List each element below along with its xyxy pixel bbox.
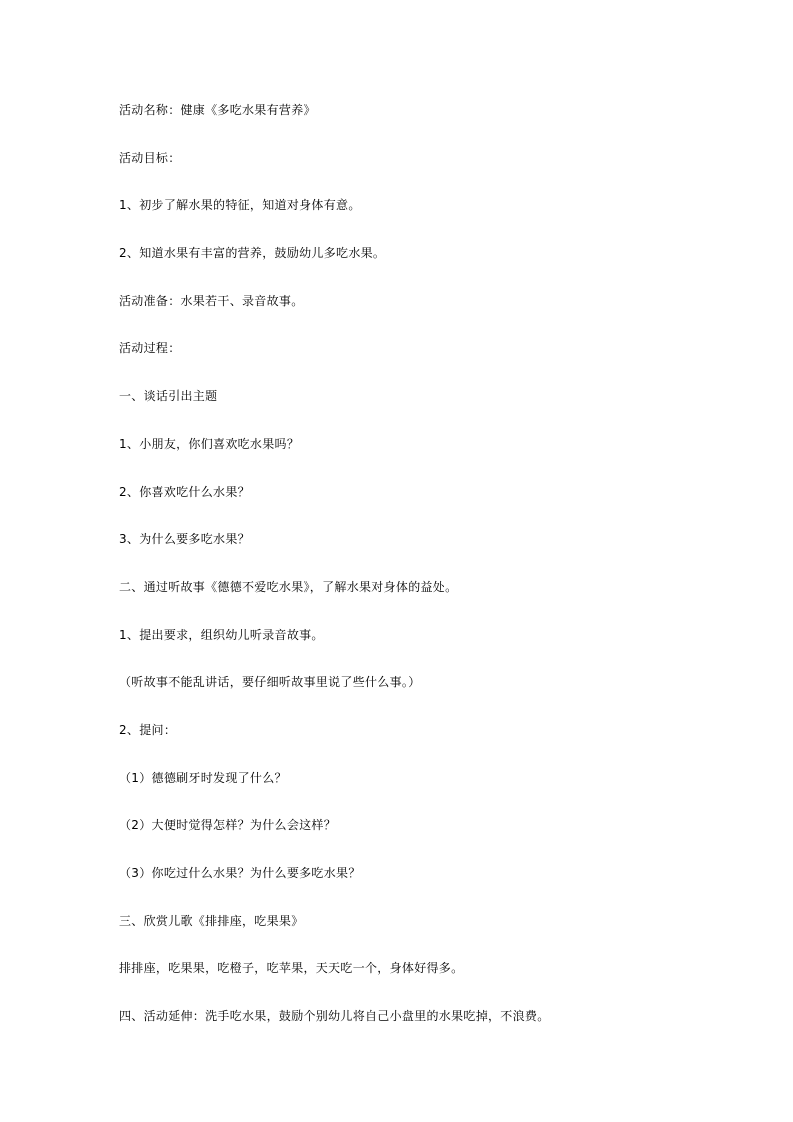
question-item: 1、小朋友，你们喜欢吃水果吗？ <box>119 436 300 451</box>
process-heading: 活动过程： <box>119 341 181 356</box>
rhyme-line: 排排座，吃果果，吃橙子，吃苹果，天天吃一个，身体好得多。 <box>119 961 464 976</box>
section-heading: 一、谈话引出主题 <box>119 389 218 404</box>
objectives-heading: 活动目标： <box>119 150 181 165</box>
section-heading: 三、欣赏儿歌《排排座，吃果果》 <box>119 913 304 928</box>
sub-question-item: （2）大便时觉得怎样？为什么会这样？ <box>119 818 337 833</box>
section-heading: 四、活动延伸：洗手吃水果，鼓励个别幼儿将自己小盘里的水果吃掉，不浪费。 <box>119 1009 550 1024</box>
document-body <box>119 101 719 1055</box>
sub-question-item: （3）你吃过什么水果？为什么要多吃水果？ <box>119 866 361 880</box>
sub-question-item: （1）德德刷牙时发现了什么？ <box>119 770 287 785</box>
question-item: 2、你喜欢吃什么水果？ <box>119 484 250 499</box>
objective-item: 2、知道水果有丰富的营养，鼓励幼儿多吃水果。 <box>119 246 386 261</box>
note-line: （听故事不能乱讲话，要仔细听故事里说了些什么事。） <box>119 675 421 690</box>
step-item: 2、提问： <box>119 722 177 737</box>
step-item: 1、提出要求，组织幼儿听录音故事。 <box>119 627 324 642</box>
objective-item: 1、初步了解水果的特征，知道对身体有意。 <box>119 198 361 213</box>
question-item: 3、为什么要多吃水果？ <box>119 532 250 547</box>
section-heading: 二、通过听故事《德德不爱吃水果》，了解水果对身体的益处。 <box>119 579 458 594</box>
preparation-line: 活动准备：水果若干、录音故事。 <box>119 293 304 308</box>
activity-title: 活动名称：健康《多吃水果有营养》 <box>119 103 316 117</box>
